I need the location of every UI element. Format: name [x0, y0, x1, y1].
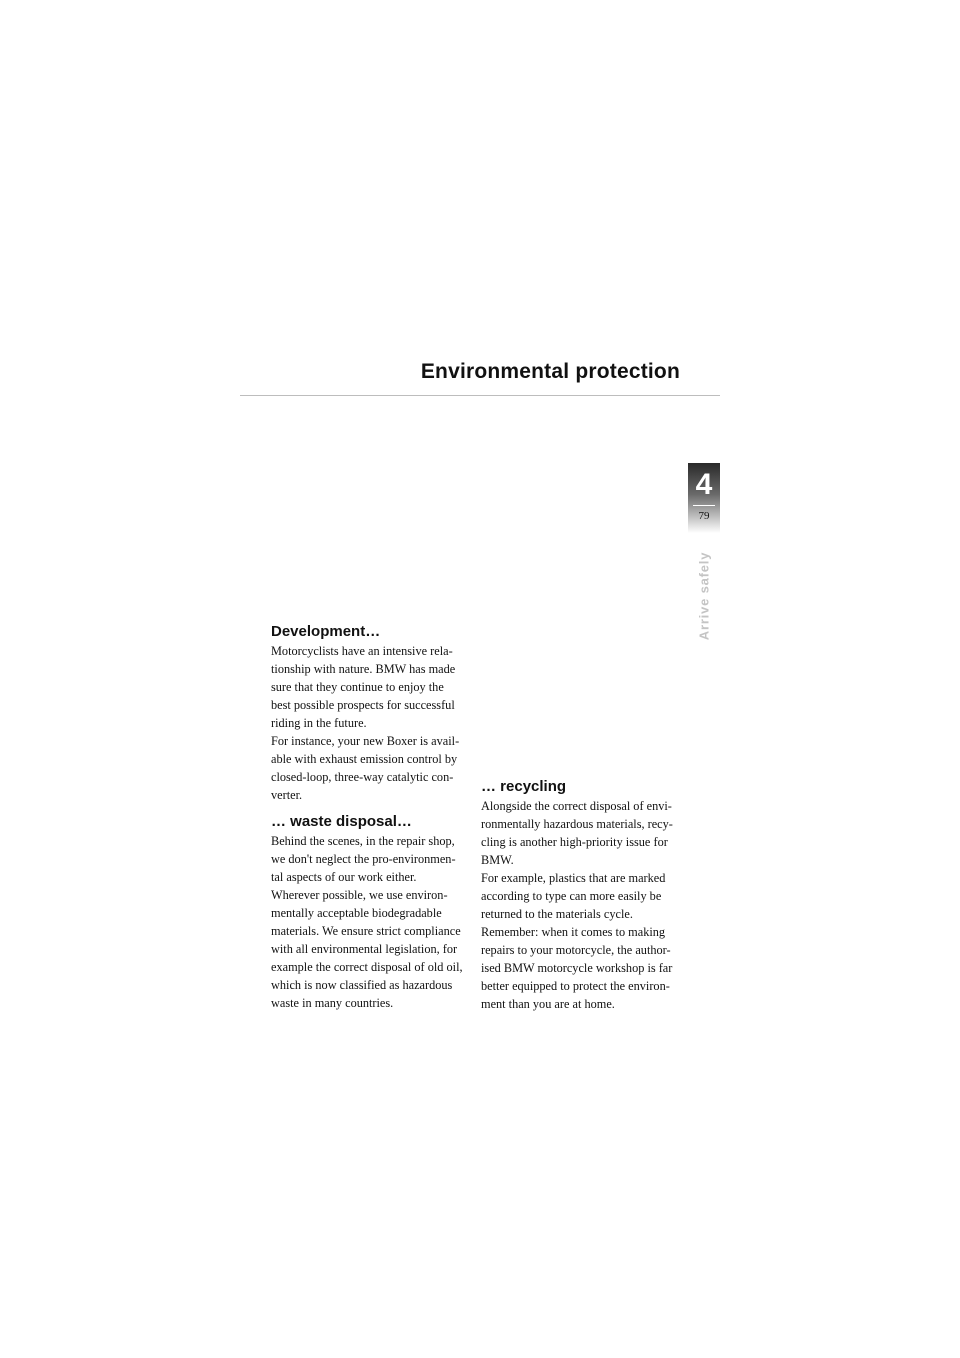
text-line: Remember: when it comes to making: [481, 925, 666, 939]
chapter-tab: [688, 463, 720, 533]
text-line: Alongside the correct disposal of envi-: [481, 799, 672, 813]
text-line: BMW.: [481, 853, 514, 867]
text-line: example the correct disposal of old oil,: [271, 960, 463, 974]
section-recycling: [481, 777, 693, 1013]
header-divider: [240, 395, 720, 396]
text-line: tionship with nature. BMW has made: [271, 662, 456, 676]
text-line: tal aspects of our work either.: [271, 870, 417, 884]
text-line: riding in the future.: [271, 716, 367, 730]
section-heading: … waste disposal…: [271, 813, 412, 830]
text-line: For instance, your new Boxer is avail-: [271, 734, 460, 748]
section-waste-disposal: [271, 812, 471, 1012]
text-line: ment than you are at home.: [481, 997, 615, 1011]
section-body: [481, 797, 693, 1013]
text-line: with all environmental legislation, for: [271, 942, 458, 956]
section-heading: … recycling: [481, 778, 567, 795]
text-line: according to type can more easily be: [481, 889, 662, 903]
text-line: better equipped to protect the environ-: [481, 979, 670, 993]
text-line: mentally acceptable biodegradable: [271, 906, 442, 920]
text-line: verter.: [271, 788, 303, 802]
text-line: closed-loop, three-way catalytic con-: [271, 770, 454, 784]
text-line: sure that they continue to enjoy the: [271, 680, 444, 694]
text-line: cling is another high-priority issue for: [481, 835, 668, 849]
text-line: waste in many countries.: [271, 996, 394, 1010]
text-line: best possible prospects for successful: [271, 698, 455, 712]
page-number: 79: [698, 510, 710, 522]
text-line: repairs to your motorcycle, the author-: [481, 943, 671, 957]
text-line: materials. We ensure strict compliance: [271, 924, 461, 938]
text-line: For example, plastics that are marked: [481, 871, 666, 885]
text-line: Behind the scenes, in the repair shop,: [271, 834, 455, 848]
section-development: [271, 622, 471, 804]
chapter-number: 4: [695, 468, 713, 501]
text-line: Wherever possible, we use environ-: [271, 888, 448, 902]
section-body: [271, 642, 471, 804]
text-line: we don't neglect the pro-environmen-: [271, 852, 456, 866]
page-title: Environmental protection: [420, 360, 680, 383]
text-line: ised BMW motorcycle workshop is far: [481, 961, 673, 975]
section-heading: Development…: [271, 623, 381, 640]
text-line: Motorcyclists have an intensive rela-: [271, 644, 453, 658]
text-line: able with exhaust emission control by: [271, 752, 458, 766]
chapter-side-label: Arrive safely: [696, 551, 712, 641]
text-line: which is now classified as hazardous: [271, 978, 453, 992]
section-body: [271, 832, 471, 1012]
text-line: returned to the materials cycle.: [481, 907, 633, 921]
text-line: ronmentally hazardous materials, recy-: [481, 817, 673, 831]
chapter-tab-divider: [693, 505, 715, 506]
